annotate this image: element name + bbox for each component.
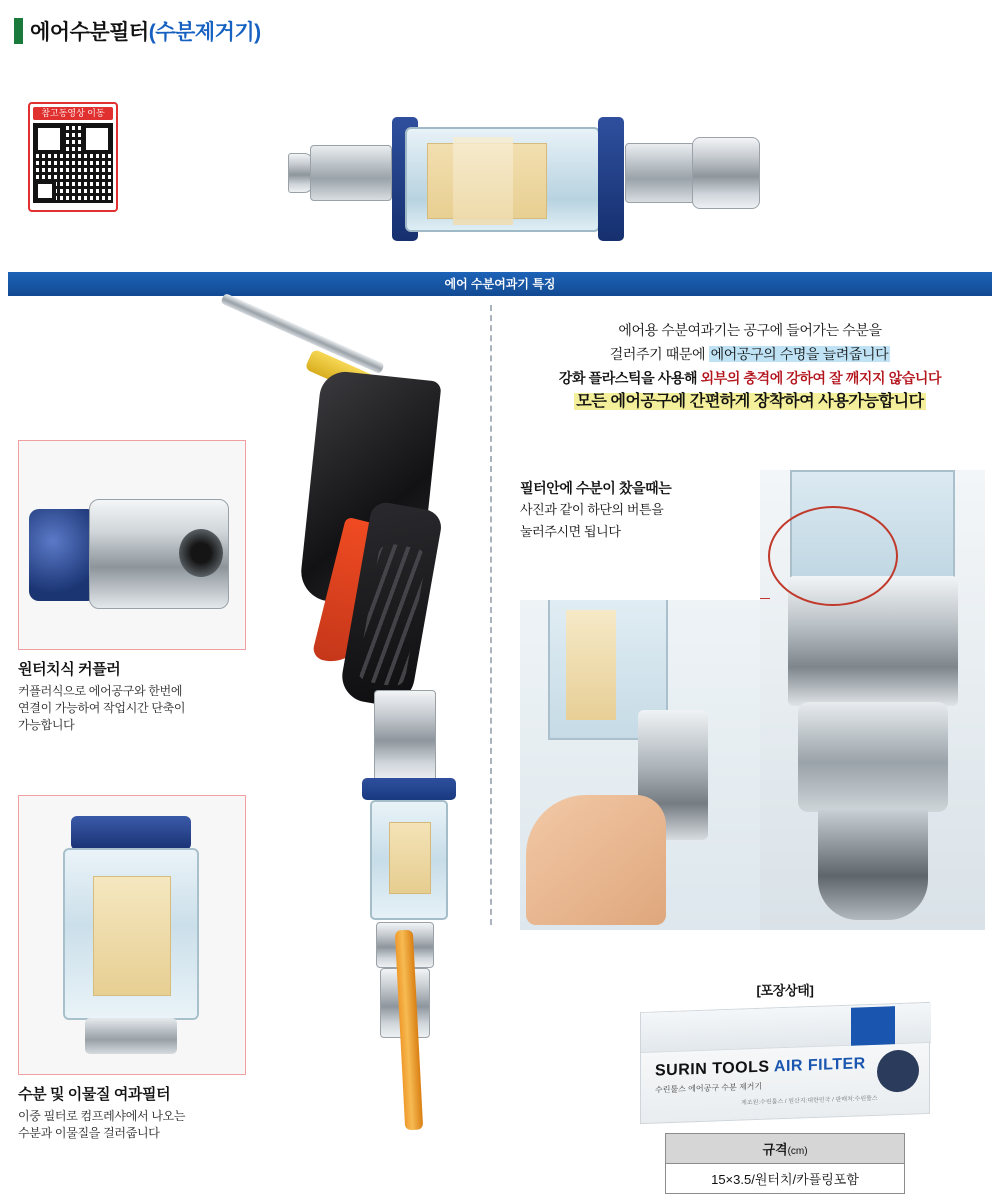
mounted-blue-collar [362,778,456,800]
feature-line-3-highlight: 외부의 충격에 강하여 잘 깨지지 않습니다 [700,370,942,386]
callout-filter-photo [18,795,246,1075]
callout-coupler-photo [18,440,246,650]
drain-instruction-title: 필터안에 수분이 찼을때는 [520,480,672,496]
spec-table [665,1133,905,1194]
leader-line-horizontal [760,598,770,599]
page-header [0,0,1000,62]
coupler-blue-ring [29,509,97,601]
qr-code-icon[interactable] [33,123,113,203]
callout-filter-desc-line1: 이중 필터로 컴프레샤에서 나오는 [18,1109,186,1123]
feature-line-2 [515,342,985,366]
product-inlet-nut [310,145,392,201]
callout-coupler-desc-line1: 커플러식으로 에어공구와 한번에 [18,684,183,698]
callout-filter-title: 수분 및 이물질 여과필터 [18,1086,171,1103]
feature-line-4-highlight: 모든 에어공구에 간편하게 장착하여 사용가능합니다 [576,393,924,410]
packaging-block [585,980,985,1194]
closeup-outlet-tip [818,810,928,920]
packaging-brand-2: AIR FILTER [773,1055,866,1076]
section-banner: 에어 수분여과기 특징 [8,272,992,296]
packaging-title: [포장상태] [756,983,814,998]
drain-instruction-line2: 눌러주시면 됩니다 [520,524,621,539]
feature-line-2-highlight: 에어공구의 수명을 늘려줍니다 [710,346,889,362]
main-content [0,300,1000,1200]
packaging-box-stripe [851,1006,895,1046]
press-button-photo [520,600,760,930]
callout-filter [18,795,246,1142]
product-quick-coupler [692,137,760,209]
filter-element [93,876,171,996]
press-photo-finger [526,795,666,925]
spec-header-unit: (cm) [787,1146,808,1157]
hero-section [0,62,1000,272]
qr-caption: 참고동영상 이동 [33,107,113,120]
closeup-hex-nut [798,702,948,812]
callout-coupler-desc [18,683,246,734]
air-gun-nozzle [220,293,384,374]
mounted-inlet-fitting [374,690,436,782]
spec-table-header-cell [666,1134,905,1164]
feature-line-3-pre: 강화 플라스틱을 사용해 [558,370,701,386]
callout-coupler-title: 원터치식 커플러 [18,661,121,678]
packaging-fineprint: 제조원:수린툴스 / 원산지:대한민국 / 판매처:수린툴스 [741,1095,878,1107]
product-blue-collar-right [598,117,624,241]
packaging-box-photo [640,1002,930,1124]
packaging-brand-1: SURIN TOOLS [655,1058,770,1080]
drain-valve-closeup-photo [760,470,985,930]
title-main-text: 에어수분필터 [30,21,149,44]
callout-filter-desc [18,1108,246,1142]
feature-line-2-pre: 걸러주기 때문에 [609,346,709,362]
spec-value-cell: 15×3.5/원터치/카플링포함 [666,1164,905,1194]
packaging-subtitle: 수린툴스 에어공구 수분 제거기 [655,1081,763,1095]
feature-line-3 [515,366,985,390]
feature-line-4 [515,390,985,414]
drain-instruction-block [520,478,770,542]
qr-link-box[interactable] [28,102,118,212]
callout-coupler-desc-line2: 연결이 가능하여 작업시간 단축이 [18,701,186,715]
callout-coupler-desc-line3: 가능합니다 [18,718,75,732]
product-outlet-nut [625,143,695,203]
mounted-filter-element [389,822,431,894]
product-filter-element-inner [453,137,513,225]
title-paren-text: (수분제거기) [148,21,261,44]
spec-header-label: 규격 [762,1142,788,1157]
callout-coupler [18,440,246,734]
spec-table-header-row [666,1134,905,1164]
spec-table-row [666,1164,905,1194]
press-photo-element [566,610,616,720]
feature-line-1: 에어용 수분여과기는 공구에 들어가는 수분을 [618,322,882,338]
filter-blue-cap [71,816,191,850]
callout-filter-desc-line2: 수분과 이물질을 걸러줍니다 [18,1126,160,1140]
packaging-box-badge-icon [877,1049,919,1092]
hero-product-photo [280,87,780,247]
page-title [14,16,261,46]
filter-bowl [63,848,199,1020]
drain-instruction-line1: 사진과 같이 하단의 버튼을 [520,502,664,517]
highlight-circle-annotation [768,506,898,606]
mounted-filter-bowl [370,800,448,920]
title-accent-bar [14,18,23,44]
air-gun-photo [250,310,500,1130]
coupler-socket-hole [179,529,223,577]
filter-drain-base [85,1018,177,1054]
feature-text-block [515,318,985,414]
product-filter-bowl [405,127,600,232]
